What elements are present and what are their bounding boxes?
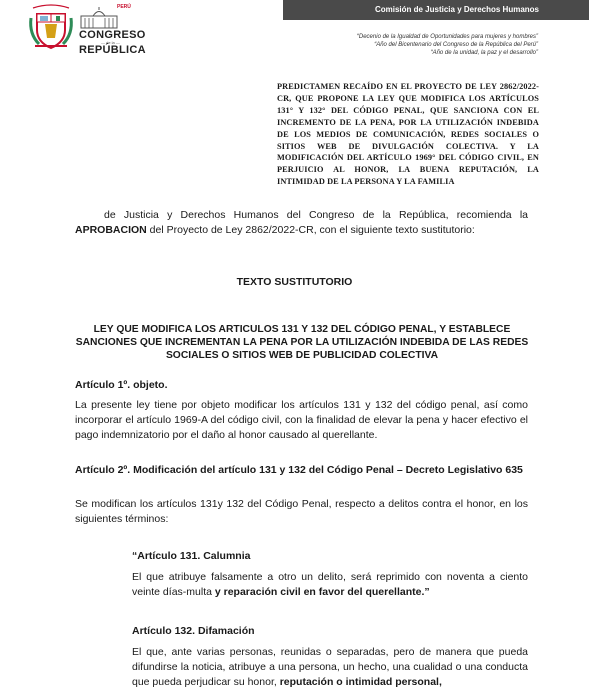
intro-bold: APROBACION — [75, 224, 147, 236]
article-132-body — [132, 645, 528, 690]
intro-paragraph — [75, 208, 528, 238]
article-131-heading: “Artículo 131. Calumnia — [132, 550, 251, 562]
commission-banner: Comisión de Justicia y Derechos Humanos — [283, 0, 589, 20]
law-title: LEY QUE MODIFICA LOS ARTICULOS 131 Y 132 DEL CÓDIGO PENAL, Y ESTABLECE SANCIONES QUE INCREMENTAN LA PENA POR LA UTILIZACIÓN INDEBIDA DE LAS REDES SOCIALES O SITIOS WEB DE PUBLICIDAD COLECTIVA — [75, 324, 529, 361]
predictamen-title: PREDICTAMEN RECAÍDO EN EL PROYECTO DE LEY 2862/2022-CR, QUE PROPONE LA LEY QUE MODIFICA LOS ARTÍCULOS 131° Y 132° DEL CÓDIGO PENAL, QUE SANCIONA CON EL INCREMENTO DE LA PENA, POR LA UTILIZACIÓN INDEBIDA DE LOS MEDIOS DE COMUNICACIÓN, REDES SOCIALES O SITIOS WEB DE DIVULGACIÓN COLECTIVA. Y LA MODIFICACIÓN DEL ARTÍCULO 1969° DEL CÓDIGO CIVIL, EN PERJUICIO AL HONOR, LA BUENA REPUTACIÓN, LA INTIMIDAD DE LA PERSONA Y LA FAMILIA — [277, 82, 539, 187]
intro-text: de Justicia y Derechos Humanos del Congreso de la República, recomienda la — [104, 209, 528, 221]
logo-republica-text: REPÚBLICA — [79, 44, 146, 56]
slogan-line: “Año de la unidad, la paz y el desarrollo” — [430, 50, 538, 56]
decade-slogans — [357, 33, 538, 57]
article-131-bold: y reparación civil en favor del querellante.” — [214, 586, 430, 598]
congress-logo — [79, 4, 146, 56]
article-2-heading: Artículo 2º. Modificación del artículo 131 y 132 del Código Penal – Decreto Legislativo 635 — [75, 464, 523, 476]
texto-sustitutorio-heading: TEXTO SUSTITUTORIO — [236, 276, 353, 288]
slogan-line: “Decenio de la Igualdad de Oportunidades para mujeres y hombres” — [356, 34, 538, 40]
intro-text-end: del Proyecto de Ley 2862/2022-CR, con el siguiente texto sustitutorio: — [146, 224, 475, 236]
congress-building-icon — [79, 6, 119, 30]
article-131-text: El que atribuye falsamente a otro un delito, será reprimido con noventa a ciento veinte días-multa — [132, 571, 528, 598]
logo-dela-text: — de la — — [101, 40, 120, 45]
article-132-text: El que, ante varias personas, reunidas o separadas, pero de manera que pueda difundirse la noticia, atribuye a una persona, un hecho, una cualidad o una conducta que pueda perjudicar su honor, — [132, 646, 528, 688]
article-1-body: La presente ley tiene por objeto modificar los artículos 131 y 132 del código penal, así como incorporar el artículo 1969-A del código civil, con la finalidad de elevar la pena y hacer efectivo el pago indemnizatorio por el daño al honor causado al querellante. — [75, 399, 528, 441]
article-1-heading: Artículo 1º. objeto. — [75, 379, 168, 391]
article-132-heading: Artículo 132. Difamación — [132, 625, 255, 637]
coat-of-arms-icon — [27, 4, 75, 52]
article-2-body: Se modifican los artículos 131y 132 del Código Penal, respecto a delitos contra el honor, en los siguientes términos: — [75, 498, 528, 525]
article-131-body — [132, 570, 528, 600]
article-132-bold: reputación o intimidad personal, — [279, 676, 442, 688]
slogan-line: “Año del Bicentenario del Congreso de la República del Perú” — [374, 42, 538, 48]
logo-congreso-text: CONGRESO — [79, 29, 146, 41]
logo-peru-text: PERÚ — [117, 4, 131, 10]
